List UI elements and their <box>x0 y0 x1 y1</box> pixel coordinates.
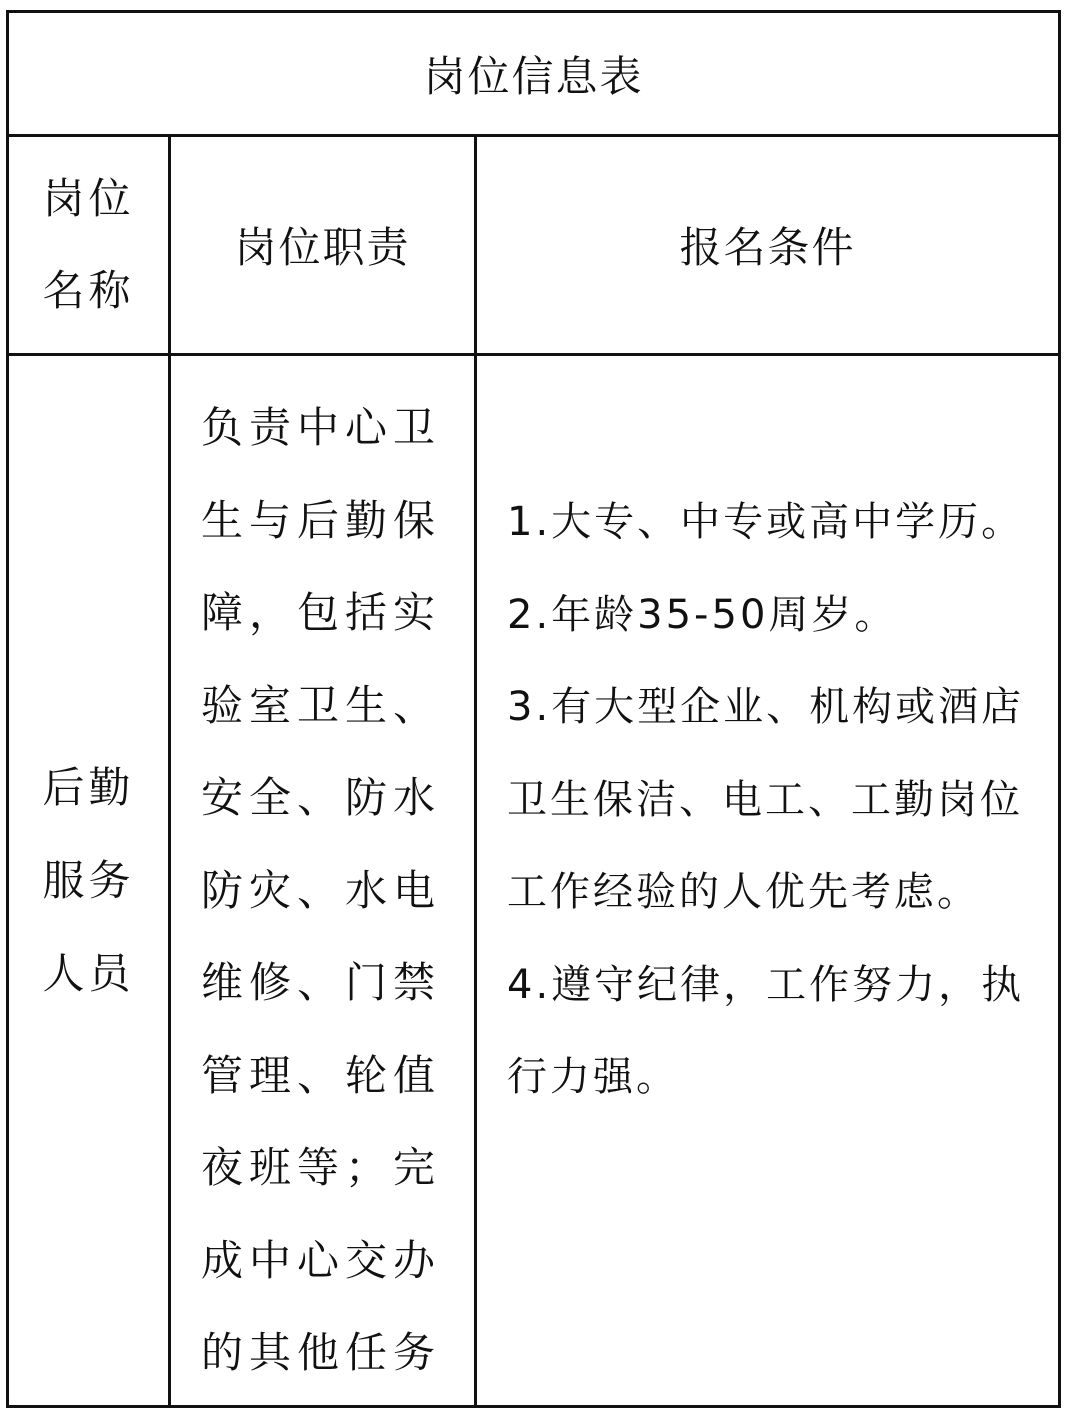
position-info-table <box>6 10 1061 1408</box>
position-name-text: 后勤服务人员 <box>42 763 135 998</box>
table-title <box>9 13 1058 137</box>
requirements-list <box>507 476 1042 1124</box>
header-duties-text: 岗位职责 <box>234 223 411 272</box>
cell-requirements <box>477 356 1058 1405</box>
table-title-text: 岗位信息表 <box>423 51 644 101</box>
duties-text: 负责中心卫生与后勤保障，包括实验室卫生、安全、防水防灾、水电维修、门禁管理、轮值夜班等；完成中心交办的其他任务 <box>201 403 442 1377</box>
header-position-name <box>9 137 171 353</box>
header-requirements-text: 报名条件 <box>679 223 856 272</box>
requirement-item: 2.年龄35-50周岁。 <box>507 591 898 638</box>
header-duties <box>171 137 477 353</box>
requirement-item: 3.有大型企业、机构或酒店卫生保洁、电工、工勤岗位工作经验的人优先考虑。 <box>507 684 1025 915</box>
table-row <box>9 356 1058 1405</box>
header-requirements <box>477 137 1058 353</box>
requirement-item: 4.遵守纪律，工作努力，执行力强。 <box>507 961 1025 1100</box>
header-position-name-text: 岗位名称 <box>42 174 135 315</box>
cell-duties <box>171 356 477 1405</box>
table-header-row <box>9 137 1058 356</box>
requirement-item: 1.大专、中专或高中学历。 <box>507 499 1025 545</box>
cell-position-name <box>9 356 171 1405</box>
